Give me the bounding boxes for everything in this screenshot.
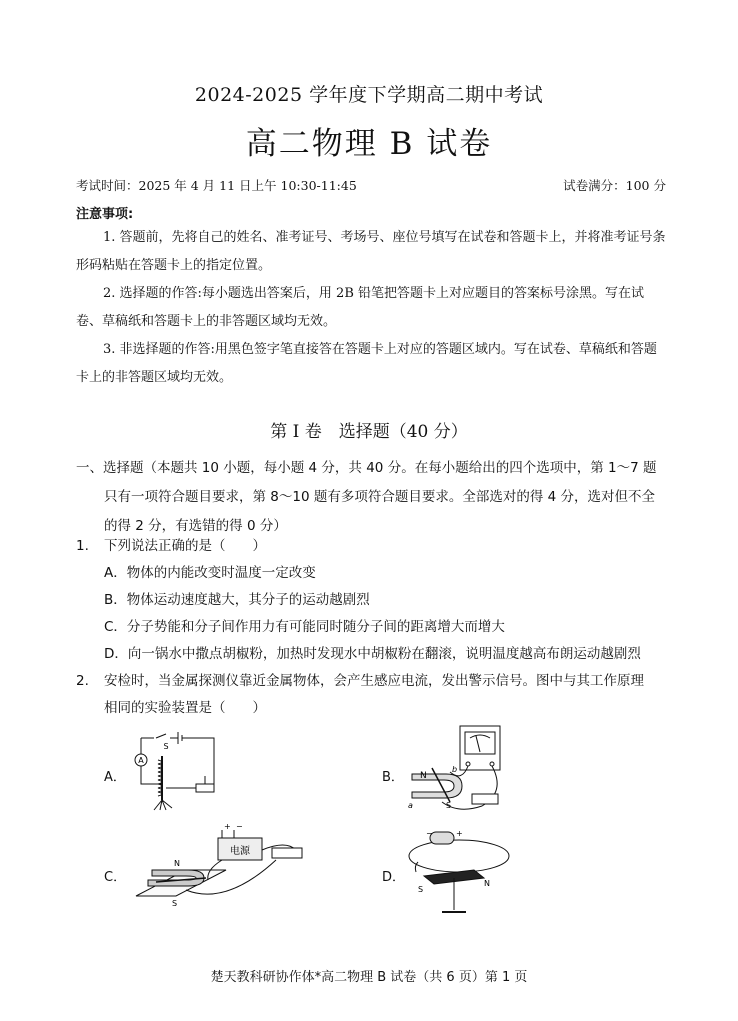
section-intro-rest: 只有一项符合题目要求，第 8～10 题有多项符合题目要求。全部选对的得 4 分，选对但不全的得 2 分，有选错的得 0 分）	[104, 489, 656, 534]
q1-stem: 下列说法正确的是（ ）	[104, 538, 266, 554]
figure-a-solenoid-circuit	[126, 726, 226, 812]
q2-option-a-label[interactable]: A．	[104, 770, 126, 785]
q2-option-d-label[interactable]: D．	[382, 870, 406, 885]
b-north-label: N	[420, 771, 427, 781]
b-b-label: b	[452, 765, 458, 774]
q1-option-d[interactable]: D．向一锅水中撒点胡椒粉，加热时发现水中胡椒粉在翻滚，说明温度越高布朗运动越剧烈	[104, 646, 641, 662]
notes-heading: 注意事项:	[76, 207, 134, 222]
note-item-1: 1. 答题前，先将自己的姓名、准考证号、考场号、座位号填写在试卷和答题卡上，并将准考证号条形码粘贴在答题卡上的指定位置。	[76, 230, 666, 273]
d-minus-label: −	[426, 829, 433, 838]
exam-time: 考试时间：2025 年 4 月 11 日上午 10:30-11:45	[76, 178, 357, 193]
c-south-label: S	[172, 899, 178, 908]
note-item-3: 3. 非选择题的作答:用黑色签字笔直接答在答题卡上对应的答题区域内。写在试卷、草稿纸和答题卡上的非答题区域均无效。	[76, 342, 657, 385]
q2-stem-line1: 安检时，当金属探测仪靠近金属物体，会产生感应电流，发出警示信号。图中与其工作原理	[104, 673, 644, 689]
q1-option-a[interactable]: A．物体的内能改变时温度一定改变	[104, 565, 316, 581]
c-power-label: 电源	[230, 846, 250, 857]
q2-option-b-label[interactable]: B．	[382, 770, 404, 785]
note-item-2: 2. 选择题的作答:每小题选出答案后，用 2B 铅笔把答题卡上对应题目的答案标号涂黑。写在试卷、草稿纸和答题卡上的非答题区域均无效。	[76, 286, 645, 329]
q2-option-c-label[interactable]: C．	[104, 870, 127, 885]
d-south-label: S	[418, 885, 424, 894]
q2-stem-line2: 相同的实验装置是（ ）	[104, 700, 266, 716]
coil-icon	[430, 832, 454, 844]
c-plus-label: +	[224, 822, 231, 831]
c-north-label: N	[174, 859, 180, 868]
c-minus-label: −	[236, 822, 243, 831]
figure-d-coil-compass	[404, 826, 514, 920]
section-intro-first: 一、选择题（本题共 10 小题，每小题 4 分，共 40 分。在每小题给出的四个选项中，第 1～7 题	[76, 460, 657, 476]
q2-number: 2.	[76, 673, 89, 689]
section-title: 第 I 卷 选择题（40 分）	[270, 422, 468, 442]
q1-option-c[interactable]: C．分子势能和分子间作用力有可能同时随分子间的距离增大而增大	[104, 619, 505, 635]
q1-option-b[interactable]: B．物体运动速度越大，其分子的运动越剧烈	[104, 592, 370, 608]
paper-title: 高二物理 B 试卷	[245, 126, 493, 162]
switch-label-a: S	[163, 742, 169, 751]
exam-title: 2024-2025 学年度下学期高二期中考试	[194, 84, 544, 106]
b-a-label: a	[408, 801, 413, 810]
switch-icon	[272, 848, 302, 858]
full-score: 试卷满分：100 分	[563, 178, 666, 193]
figure-b-magnet-galvanometer	[402, 722, 512, 818]
d-plus-label: +	[456, 829, 463, 838]
b-south-label: S	[446, 801, 452, 810]
figure-c-power-source-magnet	[126, 820, 316, 920]
section-intro	[76, 454, 666, 541]
q1-number: 1.	[76, 538, 89, 554]
ammeter-label: A	[138, 756, 144, 765]
d-north-label: N	[484, 879, 490, 888]
page-footer: 楚天教科研协作体*高二物理 B 试卷（共 6 页）第 1 页	[210, 970, 528, 985]
